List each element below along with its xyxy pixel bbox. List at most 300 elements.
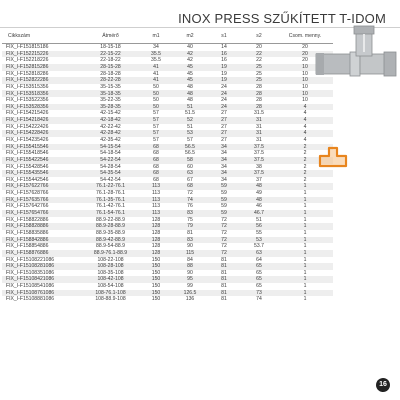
table-cell: 27 [207,130,241,137]
table-cell: 46 [256,203,262,210]
table-cell: 72 [221,243,227,250]
table-cell: 22 [256,57,262,64]
table-cell: 55 [256,229,262,236]
table-cell: 81 [207,290,241,297]
table-cell: 84 [187,256,193,263]
table-cell: 76.1-42-76.1 [96,203,125,210]
table-cell: 150 [139,290,173,297]
table-cell: 81 [221,283,227,290]
col-header-diameter: Átmérő [82,29,139,44]
table-row [2,157,333,164]
table-row [2,237,333,244]
table-cell: 68 [153,176,159,183]
table-cell: 68 [139,170,173,177]
table-cell: 108-22-108 [97,256,124,263]
table-cell: 28 [256,83,262,90]
table-cell: 128 [139,237,173,244]
table-cell: 99 [187,283,193,290]
table-cell: 31 [256,136,262,143]
table-cell: 56.5 [173,144,207,151]
table-row [2,170,333,177]
table-cell: 24 [221,83,227,90]
table-cell: 88.9-35-88.9 [96,229,125,236]
table-cell: 22 [241,51,277,58]
table-cell: 34 [207,157,241,164]
table-row [2,104,333,111]
table-cell: 41 [139,64,173,71]
table-cell: 1 [277,237,333,244]
table-row [2,44,333,51]
table-cell: 128 [151,229,161,236]
table-cell: 1 [277,210,333,217]
table-cell: 76 [187,203,193,210]
table-cell: 38 [256,163,262,170]
table-cell: FIX_I-F157622766 [2,183,82,190]
table-row [2,64,333,71]
table-cell: FIX_I-F157654766 [2,210,82,217]
table-row [2,77,333,84]
table-cell: 150 [151,283,161,290]
table-cell: 60 [187,163,193,170]
table-row [2,57,333,64]
table-cell: 16 [221,57,227,64]
table-cell: 1 [277,183,333,190]
table-cell: 50 [139,104,173,111]
table-cell: 83 [173,237,207,244]
table-cell: FIX_I-F154222426 [6,123,49,130]
table-cell: 73 [241,290,277,297]
table-cell: 64 [256,256,262,263]
table-cell: 1 [303,190,307,197]
table-cell: 79 [173,223,207,230]
table-row [2,124,333,131]
table-cell: 108-42-108 [82,276,139,283]
table-cell: 54-18-54 [100,150,121,157]
table-cell: FIX_I-F152815286 [2,64,82,71]
table-cell: FIX_I-F155442546 [6,176,49,183]
table-cell: 46.7 [241,210,277,217]
table-cell: 72 [221,216,227,223]
table-cell: 150 [151,256,161,263]
table-cell: 81 [187,229,193,236]
table-cell: 28-15-28 [82,64,139,71]
table-cell: 20 [256,44,262,51]
table-cell: 34 [221,150,227,157]
table-cell: 4 [303,136,307,143]
table-cell: 1 [303,243,307,250]
table-cell: 31 [241,117,277,124]
table-cell: 81 [221,256,227,263]
table-cell: FIX_I-F158854886 [6,243,49,250]
table-cell: 24 [207,104,241,111]
table-cell: 63 [241,250,277,257]
table-cell: 35-15-35 [100,83,121,90]
table-cell: 4 [303,123,307,130]
table-cell: FIX_I-F151815186 [6,44,49,51]
table-cell: FIX_I-F15108761086 [2,290,82,297]
table-row [2,210,333,217]
table-cell: FIX_I-F155418546 [6,150,49,157]
table-cell: FIX_I-F155415546 [2,144,82,151]
table-cell: 59 [207,210,241,217]
table-cell: 1 [303,296,307,303]
table-cell: 31 [241,130,277,137]
table-cell: 22-18-22 [100,57,121,64]
table-cell: 81 [207,276,241,283]
table-cell: 25 [256,70,262,77]
table-cell: 34 [153,44,159,51]
table-cell: 72 [207,223,241,230]
table-cell: 1 [303,283,307,290]
table-cell: 68 [139,157,173,164]
table-cell: FIX_I-F157635766 [2,197,82,204]
table-cell: 28 [241,90,277,97]
table-cell: 88.9-22-88.9 [96,216,125,223]
table-row [2,270,333,277]
table-cell: 50 [153,97,159,104]
table-row [2,130,333,137]
table-cell: 20 [302,57,308,64]
table-cell: 31 [256,123,262,130]
col-header-m1: m1 [139,29,173,44]
table-cell: 1 [277,276,333,283]
table-cell: 1 [277,250,333,257]
table-cell: 58 [173,157,207,164]
table-cell: 150 [151,269,161,276]
table-cell: 45 [173,64,207,71]
table-cell: 19 [207,77,241,84]
table-cell: 113 [151,203,161,210]
table-cell: 76.1-54-76.1 [82,210,139,217]
table-cell: 4 [303,110,307,117]
table-cell: 1 [303,216,307,223]
table-cell: 52 [173,117,207,124]
table-cell: 68 [139,144,173,151]
table-cell: 56.5 [185,150,195,157]
table-cell: 1 [303,269,307,276]
table-cell: 126.5 [173,290,207,297]
table-cell: 10 [277,77,333,84]
table-cell: 88 [173,263,207,270]
table-cell: 28-18-28 [100,70,121,77]
table-cell: 65 [241,263,277,270]
table-cell: 108-35-108 [97,269,124,276]
table-cell: 37.5 [241,170,277,177]
table-cell: 48 [241,183,277,190]
table-cell: 34 [207,144,241,151]
table-cell: 1 [303,229,307,236]
table-cell: FIX_I-F157628766 [6,190,49,197]
table-cell: 59 [207,197,241,204]
table-cell: 68 [173,183,207,190]
col-header-m2: m2 [173,29,207,44]
table-cell: 1 [277,197,333,204]
table-cell: 65 [256,283,262,290]
table-cell: 42-35-42 [100,136,121,143]
table-cell: 41 [153,70,159,77]
table-cell: 24 [207,90,241,97]
table-cell: FIX_I-F15108281086 [2,263,82,270]
table-cell: 65 [256,269,262,276]
table-cell: 41 [139,77,173,84]
table-cell: FIX_I-F153515356 [6,83,49,90]
table-cell: 68 [153,150,159,157]
table-row [2,110,333,117]
table-cell: 34 [221,176,227,183]
table-cell: 20 [302,44,308,51]
spec-table [2,29,333,303]
table-cell: FIX_I-F158835886 [6,229,49,236]
table-cell: 10 [277,90,333,97]
table-cell: FIX_I-F152218226 [6,57,49,64]
table-cell: 113 [151,190,161,197]
table-cell: 113 [139,197,173,204]
table-cell: 81 [221,296,227,303]
table-cell: FIX_I-F158842886 [2,237,82,244]
table-cell: 54-35-54 [82,170,139,177]
table-cell: 76.1-22-76.1 [82,183,139,190]
table-cell: 53 [241,237,277,244]
table-cell: 95 [173,276,207,283]
table-cell: 68 [153,163,159,170]
table-cell: 72 [207,237,241,244]
table-row [2,97,333,104]
table-cell: 51 [173,104,207,111]
table-cell: 75 [187,216,193,223]
table-row [2,243,333,250]
table-cell: 90 [187,243,193,250]
table-body [2,44,333,303]
table-row [2,137,333,144]
table-cell: 22-15-22 [82,51,139,58]
table-cell: 54-28-54 [100,163,121,170]
table-cell: 150 [139,276,173,283]
t-dimension-diagram-icon [318,146,348,176]
table-cell: FIX_I-F15108421086 [2,276,82,283]
table-cell: 57 [153,110,159,117]
table-cell: 48 [187,97,193,104]
table-cell: 37 [256,176,262,183]
table-row [2,257,333,264]
table-row [2,177,333,184]
table-row [2,290,333,297]
table-cell: 128 [151,243,161,250]
table-row [2,90,333,97]
table-cell: 51.5 [185,110,195,117]
table-cell: 108-28-108 [82,263,139,270]
table-cell: 18-15-18 [100,44,121,51]
table-cell: 63 [173,170,207,177]
table-cell: 54-15-54 [82,144,139,151]
table-cell: 81 [207,263,241,270]
table-cell: FIX_I-F154228426 [2,130,82,137]
table-cell: 34 [221,163,227,170]
table-cell: 27 [221,136,227,143]
table-cell: 42-15-42 [100,110,121,117]
table-cell: 2 [277,144,333,151]
table-cell: 42-22-42 [100,123,121,130]
table-cell: 88.9-76.1-88.9 [82,250,139,257]
table-cell: 83 [173,210,207,217]
table-cell: 150 [139,263,173,270]
col-header-s1: s1 [207,29,241,44]
table-cell: 72 [221,229,227,236]
table-cell: 1 [303,256,307,263]
table-cell: FIX_I-F153518356 [2,90,82,97]
table-cell: 34 [207,170,241,177]
table-cell: 20 [277,51,333,58]
table-cell: 40 [187,44,193,51]
table-cell: 88.9-28-88.9 [82,223,139,230]
table-cell: 108-76.1-108 [82,290,139,297]
table-row [2,84,333,91]
table-cell: 4 [277,104,333,111]
table-cell: 150 [151,296,161,303]
table-cell: 72 [207,250,241,257]
table-cell: FIX_I-F154218426 [2,117,82,124]
table-cell: 37.5 [241,157,277,164]
table-cell: 1 [277,290,333,297]
page-title: INOX PRESS SZŰKÍTETT T-IDOM [178,11,386,26]
table-cell: 113 [139,183,173,190]
table-cell: 45 [187,70,193,77]
table-row [2,217,333,224]
table-cell: 10 [302,83,308,90]
table-cell: 49 [256,190,262,197]
table-cell: 10 [302,70,308,77]
table-cell: 76.1-28-76.1 [96,190,125,197]
table-row [2,263,333,270]
table-row [2,223,333,230]
table-row [2,203,333,210]
table-row [2,71,333,78]
table-cell: FIX_I-F15108881086 [6,296,55,303]
table-cell: 25 [241,77,277,84]
table-cell: 48 [173,90,207,97]
col-header-pack-qty: Csom. menny. [277,29,333,44]
table-cell: 50 [153,83,159,90]
table-cell: 59 [207,183,241,190]
table-row [2,150,333,157]
table-cell: 27 [221,110,227,117]
table-cell: 2 [303,150,307,157]
table-cell: 74 [256,296,262,303]
table-cell: 54-42-54 [100,176,121,183]
table-cell: 45 [173,77,207,84]
table-row [2,197,333,204]
table-cell: FIX_I-F154215426 [6,110,49,117]
table-row [2,51,333,58]
table-cell: 1 [303,203,307,210]
table-cell: 35-18-35 [82,90,139,97]
table-cell: 57 [139,117,173,124]
table-cell: 37.5 [241,144,277,151]
table-cell: 42-18-42 [82,117,139,124]
table-cell: FIX_I-F152822286 [2,77,82,84]
table-header-row [2,29,333,44]
table-cell: 90 [187,269,193,276]
table-cell: 2 [303,176,307,183]
table-cell: 10 [277,64,333,71]
table-cell: FIX_I-F155422546 [2,157,82,164]
table-cell: 35.5 [139,51,173,58]
table-row [2,283,333,290]
table-cell: 28-22-28 [82,77,139,84]
table-cell: 42-28-42 [82,130,139,137]
table-cell: 76.1-35-76.1 [82,197,139,204]
table-cell: FIX_I-F158828886 [2,223,82,230]
table-cell: FIX_I-F158876886 [2,250,82,257]
table-cell: FIX_I-F15108351086 [6,269,55,276]
table-row [2,117,333,124]
table-cell: 56 [241,223,277,230]
table-cell: 4 [277,130,333,137]
table-cell: 59 [221,203,227,210]
table-cell: 2 [277,157,333,164]
table-cell: 65 [241,276,277,283]
table-row [2,190,333,197]
table-cell: 4 [277,117,333,124]
table-cell: 35-28-35 [82,104,139,111]
table-cell: FIX_I-F158822886 [6,216,49,223]
table-cell: 136 [185,296,195,303]
table-cell: 42 [173,51,207,58]
table-cell: 1 [277,263,333,270]
table-cell: FIX_I-F153522356 [6,97,49,104]
table-cell: 108-54-108 [97,283,124,290]
table-cell: 74 [173,197,207,204]
table-row [2,164,333,171]
table-cell: 128 [139,250,173,257]
table-cell: FIX_I-F157642766 [6,203,49,210]
table-cell: 10 [302,97,308,104]
table-cell: 53.7 [254,243,264,250]
table-cell: 128 [151,216,161,223]
table-cell: 1 [277,223,333,230]
table-cell: 27 [221,123,227,130]
table-row [2,276,333,283]
table-cell: 51 [187,123,193,130]
table-cell: 19 [221,70,227,77]
table-cell: 81 [221,269,227,276]
table-cell: 50 [139,90,173,97]
page-number-badge: 16 [376,378,390,392]
table-cell: 35-22-35 [100,97,121,104]
table-cell: 88.9-42-88.9 [82,237,139,244]
table-cell: 48 [187,83,193,90]
table-cell: 51 [256,216,262,223]
table-cell: 88.9-54-88.9 [96,243,125,250]
table-cell: 128 [139,223,173,230]
table-cell: FIX_I-F153528356 [2,104,82,111]
table-cell: FIX_I-F155428546 [6,163,49,170]
table-cell: 72 [187,190,193,197]
table-row [2,296,333,303]
table-cell: 28 [256,97,262,104]
table-cell: 31.5 [254,110,264,117]
table-cell: 25 [241,64,277,71]
table-cell: 42 [187,57,193,64]
table-cell: 53 [173,130,207,137]
table-cell: 16 [207,51,241,58]
table-cell: FIX_I-F155435546 [2,170,82,177]
table-cell: 2 [303,163,307,170]
table-row [2,144,333,151]
col-header-article: Cikkszám [2,29,82,44]
table-cell: 57 [187,136,193,143]
table-cell: 67 [187,176,193,183]
table-cell: 37.5 [254,150,264,157]
